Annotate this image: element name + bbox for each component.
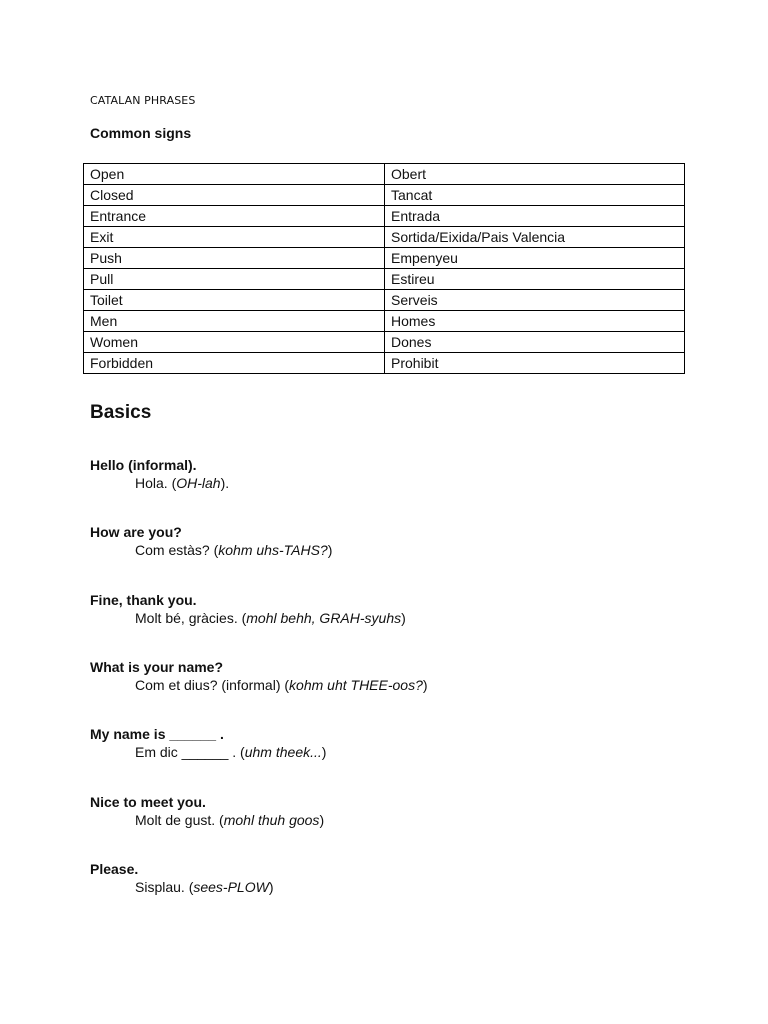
sign-catalan: Estireu (385, 269, 685, 290)
phrase-item (90, 725, 326, 761)
common-signs-heading: Common signs (90, 125, 192, 141)
sign-catalan: Obert (385, 164, 685, 185)
sign-catalan: Entrada (385, 206, 685, 227)
table-row (84, 311, 685, 332)
sign-catalan: Tancat (385, 185, 685, 206)
phrase-closing: ) (319, 812, 325, 828)
sign-english: Exit (84, 227, 385, 248)
phrase-closing: ) (268, 879, 274, 895)
table-row (84, 332, 685, 353)
phrase-pronunciation: mohl behh, GRAH-syuhs (246, 610, 402, 626)
phrase-item (90, 591, 406, 627)
phrase-pronunciation: OH-lah (176, 475, 221, 491)
phrase-catalan (135, 811, 324, 829)
table-row (84, 227, 685, 248)
sign-english: Forbidden (84, 353, 385, 374)
phrase-catalan-text: Com estàs? ( (135, 542, 219, 558)
phrase-catalan (135, 541, 332, 559)
table-row (84, 185, 685, 206)
phrase-english: Hello (informal). (90, 457, 197, 473)
phrase-english: Fine, thank you. (90, 592, 197, 608)
phrase-english: How are you? (90, 524, 182, 540)
sign-english: Open (84, 164, 385, 185)
phrase-catalan-text: Hola. ( (135, 475, 177, 491)
phrase-catalan (135, 676, 428, 694)
phrase-pronunciation: sees-PLOW (193, 879, 269, 895)
table-row (84, 206, 685, 227)
phrase-catalan (135, 474, 229, 492)
sign-english: Men (84, 311, 385, 332)
phrase-catalan-text: Em dic ______ . ( (135, 744, 245, 760)
sign-english: Pull (84, 269, 385, 290)
table-row (84, 248, 685, 269)
phrase-catalan-text: Molt de gust. ( (135, 812, 224, 828)
phrase-closing: ) (327, 542, 333, 558)
table-row (84, 290, 685, 311)
phrase-pronunciation: mohl thuh goos (223, 812, 320, 828)
phrase-catalan-text: Sisplau. ( (135, 879, 194, 895)
sign-english: Toilet (84, 290, 385, 311)
sign-english: Closed (84, 185, 385, 206)
phrase-catalan-text: Molt bé, gràcies. ( (135, 610, 247, 626)
phrase-closing: ). (220, 475, 230, 491)
common-signs-table (83, 163, 685, 374)
table-row (84, 164, 685, 185)
sign-catalan: Prohibit (385, 353, 685, 374)
sign-catalan: Dones (385, 332, 685, 353)
phrase-item (90, 860, 274, 896)
sign-catalan: Sortida/Eixida/Pais Valencia (385, 227, 685, 248)
phrase-item (90, 456, 229, 492)
document-title: CATALAN PHRASES (90, 94, 196, 107)
phrase-pronunciation: kohm uhs-TAHS? (218, 542, 328, 558)
phrase-item (90, 658, 428, 694)
phrase-catalan (135, 878, 274, 896)
phrase-english: Nice to meet you. (90, 794, 206, 810)
phrase-catalan-text: Com et dius? (informal) ( (135, 677, 290, 693)
phrase-pronunciation: kohm uht THEE-oos? (289, 677, 423, 693)
sign-catalan: Empenyeu (385, 248, 685, 269)
phrase-catalan (135, 743, 326, 761)
phrase-closing: ) (422, 677, 428, 693)
phrase-closing: ) (401, 610, 406, 626)
phrase-english: My name is ______ . (90, 726, 224, 742)
phrase-closing: ) (321, 744, 327, 760)
basics-heading: Basics (90, 402, 152, 423)
table-row (84, 269, 685, 290)
sign-catalan: Serveis (385, 290, 685, 311)
sign-english: Push (84, 248, 385, 269)
phrase-catalan (135, 609, 406, 627)
phrase-pronunciation: uhm theek... (244, 744, 322, 760)
phrase-item (90, 793, 324, 829)
table-row (84, 353, 685, 374)
phrase-item (90, 523, 332, 559)
phrase-english: Please. (90, 861, 139, 877)
phrase-english: What is your name? (90, 659, 224, 675)
sign-catalan: Homes (385, 311, 685, 332)
sign-english: Women (84, 332, 385, 353)
sign-english: Entrance (84, 206, 385, 227)
